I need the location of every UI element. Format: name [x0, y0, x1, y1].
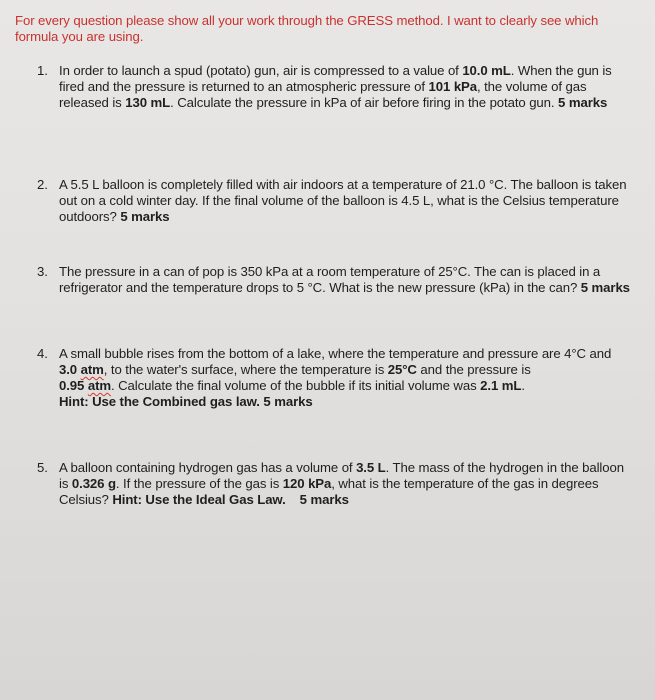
bold-value: 120 kPa: [282, 476, 332, 491]
question-2: [37, 177, 632, 225]
text-run: A small bubble rises from the bottom of a lake, where the temperature and pressure are 4°C and: [59, 346, 612, 361]
text-run: . If the pressure of the gas is: [115, 476, 283, 491]
text-run: , the volume of gas released is: [59, 79, 587, 110]
text-run: , what is the temperature of the gas in degrees Celsius?: [59, 476, 599, 507]
text-run: A balloon containing hydrogen gas has a volume of: [59, 460, 357, 475]
question-number: 4.: [37, 346, 48, 361]
bold-value: 10.0 mL: [462, 63, 511, 78]
question-text: [59, 460, 632, 508]
question-1: [37, 63, 632, 111]
bold-value: 3.5 L: [356, 460, 386, 475]
question-text: [59, 177, 632, 225]
question-5: [37, 460, 632, 508]
text-run: A 5.5 L balloon is completely filled with air indoors at a temperature of 21.0 °C. The balloon is taken out on a cold winter day. If the final volume of the balloon is 4.5 L, what is the Celsius temperature outdoors?: [59, 177, 627, 224]
bold-value: 130 mL: [125, 95, 171, 110]
text-run: . Calculate the pressure in kPa of air before firing in the potato gun.: [170, 95, 559, 110]
bold-value: 25°C: [387, 362, 417, 377]
question-number: 2.: [37, 177, 48, 192]
marks-label: 5 marks: [299, 492, 349, 507]
question-text: [59, 63, 632, 111]
question-text: [59, 346, 632, 410]
bold-value: 0.95: [59, 378, 88, 393]
spellcheck-word: atm: [87, 378, 111, 393]
question-number: 3.: [37, 264, 48, 279]
bold-value: 3.0: [59, 362, 81, 377]
instructions: For every question please show all your work through the GRESS method. I want to clearly see which formula you are using.: [15, 13, 599, 44]
question-text: [59, 264, 632, 296]
marks-label: 5 marks: [580, 280, 630, 295]
question-4: [37, 346, 632, 410]
text-run: . The mass of the hydrogen in the balloon is: [59, 460, 624, 491]
text-run: .: [521, 378, 525, 393]
spellcheck-word: atm: [80, 362, 104, 377]
bold-value: 101 kPa: [428, 79, 477, 94]
text-run: . When the gun is fired and the pressure is returned to an atmospheric pressure of: [59, 63, 612, 94]
question-number: 5.: [37, 460, 48, 475]
marks-label: 5 marks: [120, 209, 170, 224]
question-3: [37, 264, 632, 296]
marks-label: 5 marks: [558, 95, 608, 110]
hint-label: Hint: Use the Ideal Gas Law.: [112, 492, 286, 507]
text-run: , to the water's surface, where the temperature is: [103, 362, 388, 377]
text-run: . Calculate the final volume of the bubble if its initial volume was: [111, 378, 481, 393]
bold-value: 2.1 mL: [480, 378, 522, 393]
text-run: and the pressure is: [416, 362, 531, 377]
text-run: In order to launch a spud (potato) gun, air is compressed to a value of: [59, 63, 463, 78]
hint-label: Hint: Use the Combined gas law. 5 marks: [59, 394, 313, 409]
bold-value: 0.326 g: [71, 476, 116, 491]
question-number: 1.: [37, 63, 48, 78]
text-run: The pressure in a can of pop is 350 kPa at a room temperature of 25°C. The can is placed in a refrigerator and the temperature drops to 5 °C. What is the new pressure (kPa) in the can?: [59, 264, 601, 295]
